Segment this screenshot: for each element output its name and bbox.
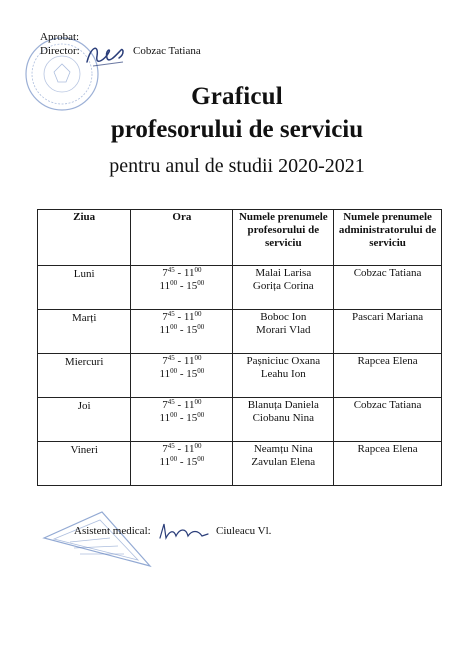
- header-admins: Numele prenumele administratorului de serviciu: [334, 210, 442, 266]
- time-slot: $11^{00} - 15^{00}$: [159, 455, 205, 468]
- header-day: Ziua: [38, 210, 131, 266]
- time-minutes: 45: [167, 310, 175, 318]
- approved-label: Aprobat:: [40, 31, 80, 43]
- time-minutes: 00: [197, 455, 205, 463]
- teachers-cell: [233, 266, 334, 310]
- time-hour: 15: [186, 324, 198, 336]
- time-minutes: 00: [170, 323, 178, 331]
- table-row: [38, 398, 442, 442]
- table-header-row: [38, 210, 442, 266]
- teachers-cell: [233, 310, 334, 354]
- time-minutes: 00: [170, 279, 178, 287]
- time-slot: $11^{00} - 15^{00}$: [159, 323, 205, 336]
- time-hour: 11: [183, 311, 195, 323]
- time-hour: 11: [183, 267, 195, 279]
- time-cell: [131, 266, 233, 310]
- time-minutes: 00: [194, 442, 202, 450]
- director-label: Director:: [40, 45, 80, 57]
- time-hour: 11: [159, 368, 171, 380]
- day-cell: Marți: [38, 310, 131, 354]
- time-hour: 7: [162, 399, 168, 411]
- teachers-cell: [233, 442, 334, 486]
- time-minutes: 00: [170, 367, 178, 375]
- teacher-name: Neamțu Nina: [253, 443, 313, 455]
- admin-cell: Cobzac Tatiana: [334, 266, 442, 310]
- time-hour: 7: [162, 355, 168, 367]
- time-hour: 11: [159, 412, 171, 424]
- time-slot: $7^{45} - 11^{00}$: [162, 266, 202, 279]
- triangle-stamp-icon: [40, 508, 170, 578]
- nurse-name: Ciuleacu Vl.: [216, 525, 272, 537]
- time-minutes: 00: [197, 367, 205, 375]
- time-hour: 15: [186, 280, 198, 292]
- document-title: Graficul: [191, 83, 283, 110]
- time-minutes: 00: [194, 354, 202, 362]
- director-signature-icon: [83, 40, 129, 70]
- document-title-line-2: profesorului de serviciu: [110, 116, 364, 143]
- time-slot: $11^{00} - 15^{00}$: [159, 279, 205, 292]
- admin-cell: Rapcea Elena: [334, 442, 442, 486]
- time-cell: [131, 354, 233, 398]
- time-hour: 11: [183, 355, 195, 367]
- teacher-name: Gorița Corina: [252, 280, 314, 292]
- teacher-name: Morari Vlad: [256, 324, 311, 336]
- time-slot: $7^{45} - 11^{00}$: [162, 354, 202, 367]
- teacher-name: Pașniciuc Oxana: [246, 355, 321, 367]
- admin-cell: Cobzac Tatiana: [334, 398, 442, 442]
- time-hour: 11: [159, 456, 171, 468]
- time-hour: 7: [162, 311, 168, 323]
- time-minutes: 45: [167, 442, 175, 450]
- admin-cell: Pascari Mariana: [334, 310, 442, 354]
- time-hour: 11: [183, 399, 195, 411]
- time-slot: $7^{45} - 11^{00}$: [162, 310, 202, 323]
- duty-schedule-table: [37, 209, 442, 486]
- table-row: [38, 266, 442, 310]
- time-minutes: 45: [167, 354, 175, 362]
- table-body: [38, 266, 442, 486]
- teacher-name: Ciobanu Nina: [252, 412, 314, 424]
- time-hour: 11: [159, 280, 171, 292]
- time-minutes: 00: [194, 266, 202, 274]
- time-slot: $7^{45} - 11^{00}$: [162, 398, 202, 411]
- time-slot: $7^{45} - 11^{00}$: [162, 442, 202, 455]
- time-minutes: 00: [170, 411, 178, 419]
- approval-block: [40, 30, 201, 58]
- day-cell: Joi: [38, 398, 131, 442]
- time-minutes: 45: [167, 266, 175, 274]
- teacher-name: Zavulan Elena: [251, 456, 316, 468]
- header-time: Ora: [131, 210, 233, 266]
- admin-cell: Rapcea Elena: [334, 354, 442, 398]
- time-hour: 7: [162, 267, 168, 279]
- header-teachers: Numele prenumele profesorului de serviciu: [233, 210, 334, 266]
- teacher-name: Boboc Ion: [260, 311, 307, 323]
- day-cell: Luni: [38, 266, 131, 310]
- time-minutes: 00: [197, 279, 205, 287]
- day-cell: Vineri: [38, 442, 131, 486]
- document-subtitle: pentru anul de studii 2020-2021: [109, 155, 365, 177]
- teacher-name: Blanuța Daniela: [247, 399, 319, 411]
- time-hour: 15: [186, 412, 198, 424]
- time-cell: [131, 310, 233, 354]
- time-cell: [131, 398, 233, 442]
- time-minutes: 00: [197, 323, 205, 331]
- time-hour: 15: [186, 456, 198, 468]
- time-slot: $11^{00} - 15^{00}$: [159, 411, 205, 424]
- time-hour: 11: [183, 443, 195, 455]
- teachers-cell: [233, 398, 334, 442]
- table-row: [38, 354, 442, 398]
- nurse-signature-icon: [156, 520, 212, 544]
- time-minutes: 00: [197, 411, 205, 419]
- time-hour: 15: [186, 368, 198, 380]
- teacher-name: Malai Larisa: [255, 267, 312, 279]
- time-hour: 7: [162, 443, 168, 455]
- teacher-name: Leahu Ion: [260, 368, 306, 380]
- nurse-label: Asistent medical:: [74, 525, 151, 537]
- time-slot: $11^{00} - 15^{00}$: [159, 367, 205, 380]
- director-name: Cobzac Tatiana: [133, 45, 201, 57]
- day-cell: Miercuri: [38, 354, 131, 398]
- time-minutes: 45: [167, 398, 175, 406]
- time-cell: [131, 442, 233, 486]
- table-row: [38, 310, 442, 354]
- teachers-cell: [233, 354, 334, 398]
- time-minutes: 00: [170, 455, 178, 463]
- time-hour: 11: [159, 324, 171, 336]
- time-minutes: 00: [194, 398, 202, 406]
- time-minutes: 00: [194, 310, 202, 318]
- table-row: [38, 442, 442, 486]
